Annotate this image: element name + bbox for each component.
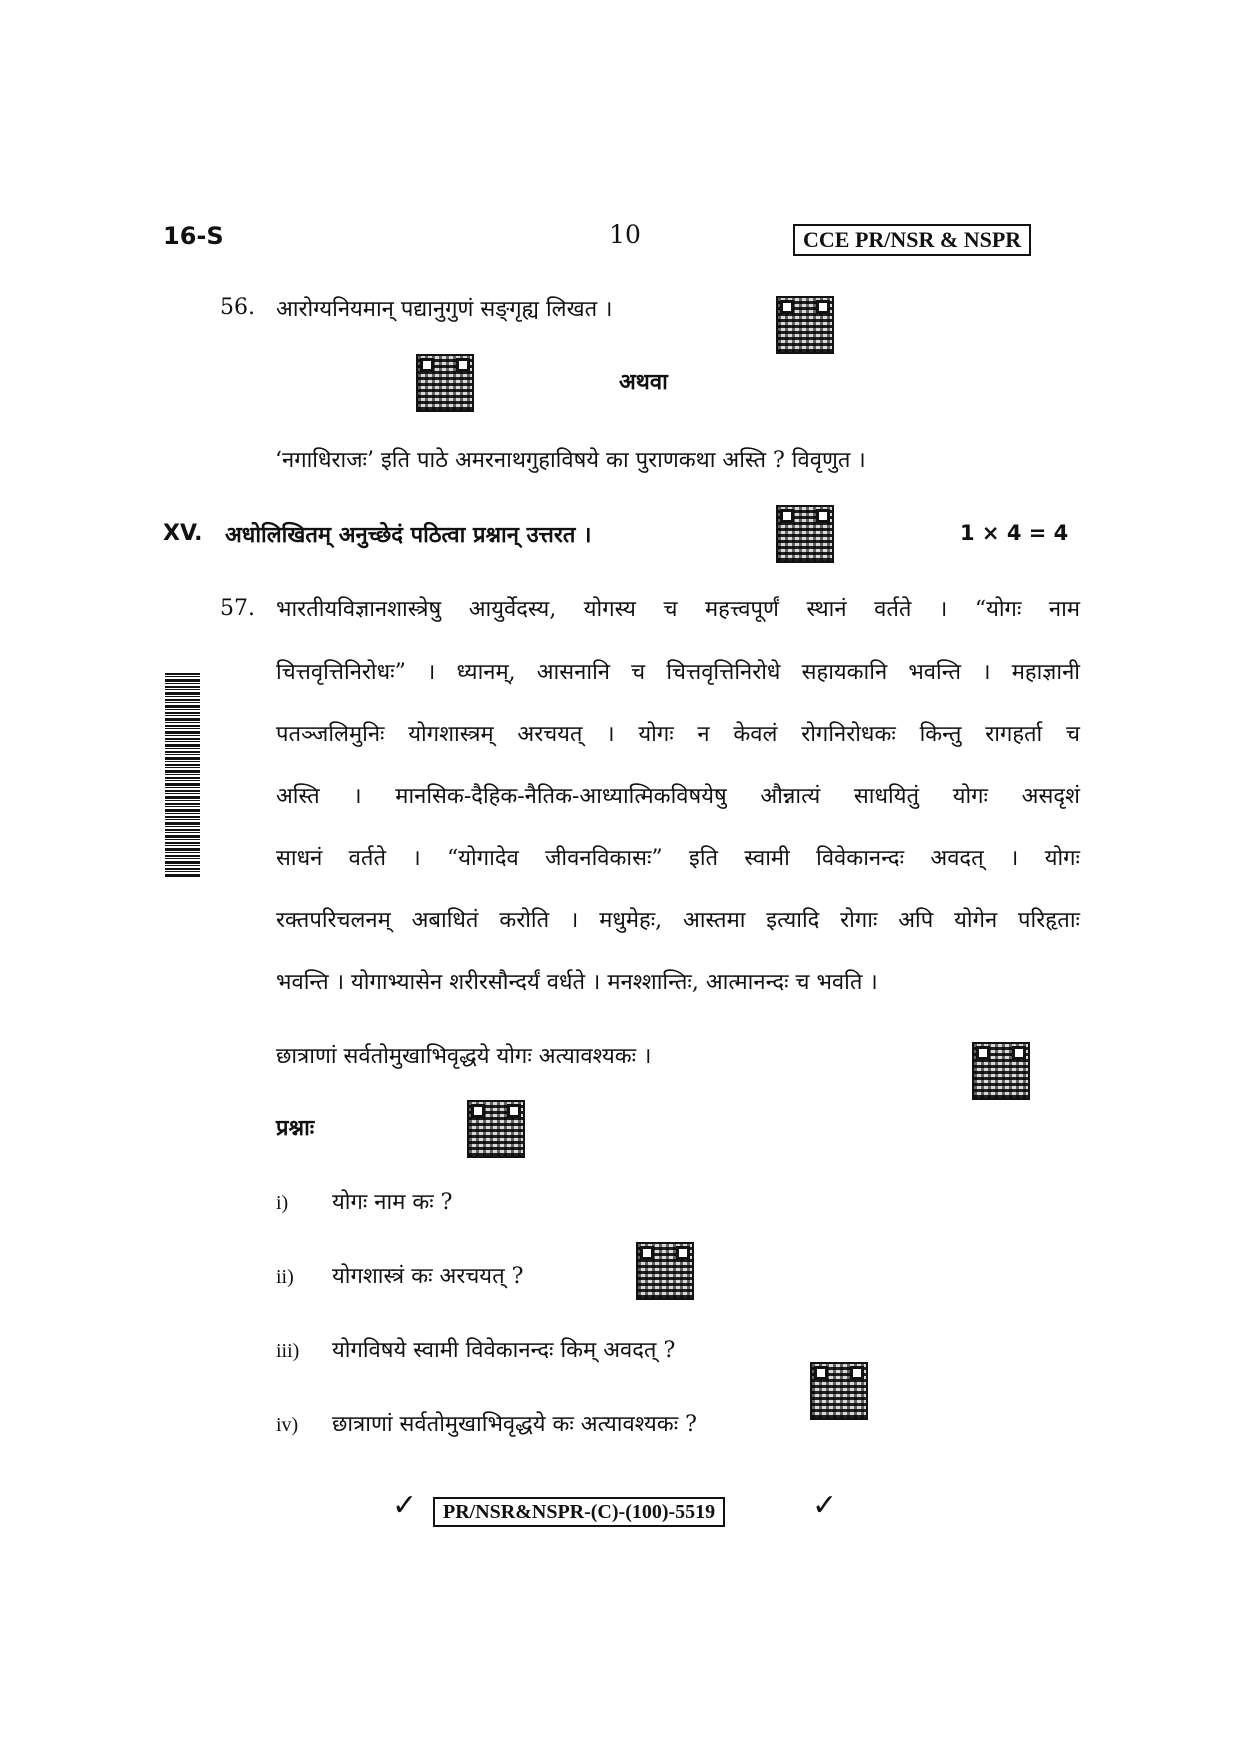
passage-line: अस्ति । मानसिक-दैहिक-नैतिक-आध्यात्मिकविषयेषु औन्नात्यं साधयितुं योगः असदृशं bbox=[276, 784, 1080, 809]
passage-line: साधनं वर्तते । “योगादेव जीवनविकासः” इति स्वामी विवेकानन्दः अवदत् । योगः bbox=[276, 846, 1080, 871]
paper-code: 16-S bbox=[163, 222, 224, 250]
questions-label: प्रश्नाः bbox=[276, 1115, 315, 1141]
qr-code-icon bbox=[810, 1362, 868, 1420]
subquestion-text: योगशास्त्रं कः अरचयत् ? bbox=[332, 1264, 524, 1289]
question-number-57: 57. bbox=[220, 596, 255, 621]
subquestion-number: ii) bbox=[276, 1266, 294, 1288]
subquestion-number: iv) bbox=[276, 1414, 299, 1436]
passage-line: भवन्ति । योगाभ्यासेन शरीरसौन्दर्यं वर्धते । मनश्शान्तिः, आत्मानन्दः च भवति । bbox=[276, 970, 878, 995]
section-instruction: अधोलिखितम् अनुच्छेदं पठित्वा प्रश्नान् उत्तरत । bbox=[225, 522, 592, 548]
question-number-56: 56. bbox=[220, 295, 255, 320]
passage-closing-line: छात्राणां सर्वतोमुखाभिवृद्धये योगः अत्यावश्यकः । bbox=[276, 1044, 652, 1069]
section-marks: 1 × 4 = 4 bbox=[960, 521, 1069, 545]
qr-code-icon bbox=[636, 1242, 694, 1300]
question-56-alternative: ‘नगाधिराजः’ इति पाठे अमरनाथगुहाविषये का पुराणकथा अस्ति ? विवृणुत । bbox=[275, 448, 866, 473]
question-56-text: आरोग्यनियमान् पद्यानुगुणं सङ्गृह्य लिखत । bbox=[276, 297, 613, 322]
subquestion-text: छात्राणां सर्वतोमुखाभिवृद्धये कः अत्यावश्यकः ? bbox=[332, 1412, 697, 1437]
tick-icon: ✓ bbox=[812, 1488, 838, 1523]
footer-code-box: PR/NSR&NSPR-(C)-(100)-5519 bbox=[433, 1497, 725, 1527]
qr-code-icon bbox=[467, 1100, 525, 1158]
section-label: XV. bbox=[163, 521, 203, 546]
exam-code-box: CCE PR/NSR & NSPR bbox=[793, 224, 1031, 256]
barcode-icon bbox=[165, 673, 200, 878]
qr-code-icon bbox=[776, 505, 834, 563]
subquestion-text: योगः नाम कः ? bbox=[332, 1190, 453, 1215]
subquestion-number: i) bbox=[276, 1192, 289, 1214]
passage-line: रक्तपरिचलनम् अबाधितं करोति । मधुमेहः, आस्तमा इत्यादि रोगाः अपि योगेन परिहृताः bbox=[276, 908, 1080, 933]
passage-line: पतञ्जलिमुनिः योगशास्त्रम् अरचयत् । योगः न केवलं रोगनिरोधकः किन्तु रागहर्ता च bbox=[276, 722, 1080, 747]
page-number: 10 bbox=[609, 220, 641, 249]
qr-code-icon bbox=[776, 296, 834, 354]
or-label: अथवा bbox=[619, 369, 668, 395]
subquestion-number: iii) bbox=[276, 1340, 300, 1362]
subquestion-text: योगविषये स्वामी विवेकानन्दः किम् अवदत् ? bbox=[332, 1338, 676, 1363]
tick-icon: ✓ bbox=[392, 1488, 418, 1523]
passage-line: भारतीयविज्ञानशास्त्रेषु आयुर्वेदस्य, योगस्य च महत्त्वपूर्णं स्थानं वर्तते । “योगः नाम bbox=[276, 597, 1080, 622]
qr-code-icon bbox=[972, 1042, 1030, 1100]
passage-line: चित्तवृत्तिनिरोधः” । ध्यानम्, आसनानि च चित्तवृत्तिनिरोधे सहायकानि भवन्ति । महाज्ञानी bbox=[276, 660, 1080, 685]
qr-code-icon bbox=[416, 354, 474, 412]
